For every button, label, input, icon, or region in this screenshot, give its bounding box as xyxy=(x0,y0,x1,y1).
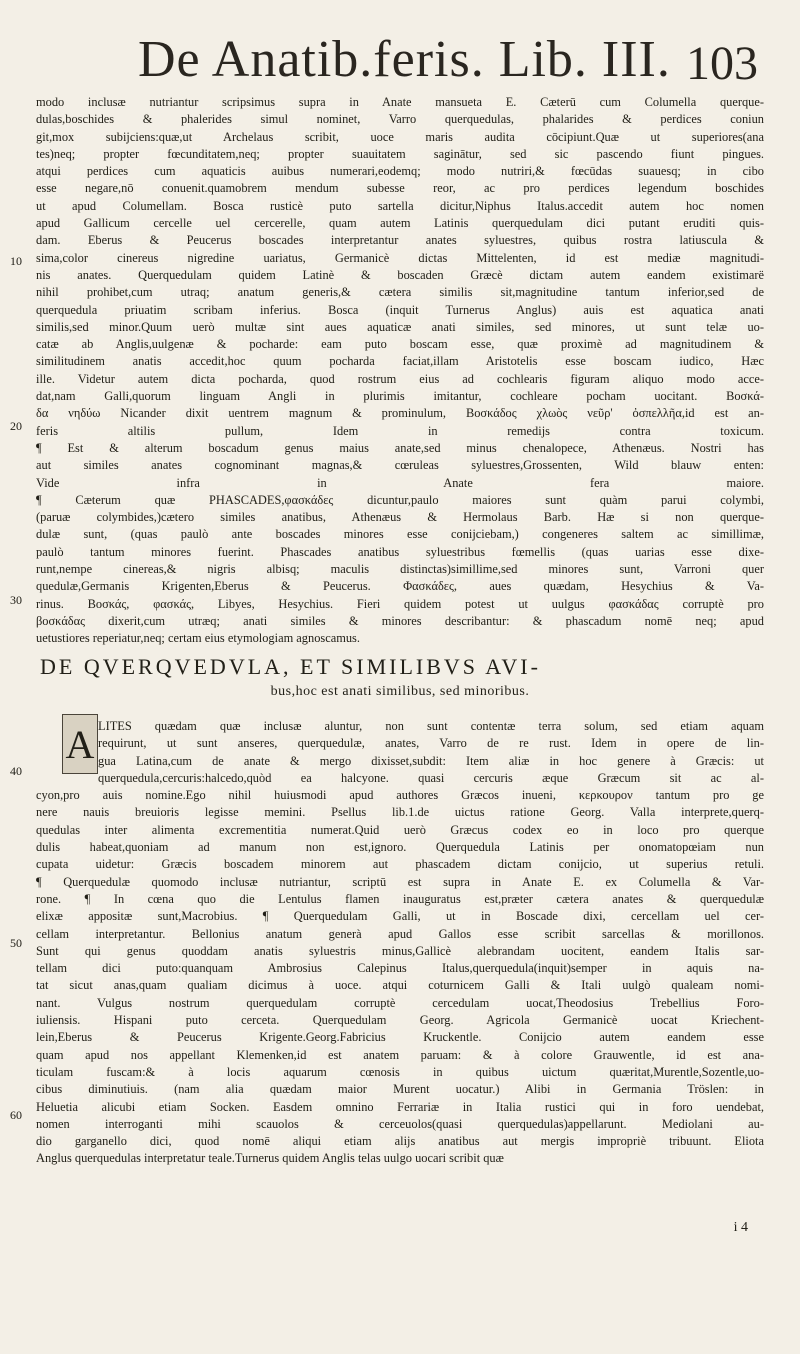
text-line: quedulas inter alimenta excrementitia numerat.Quid uerò Græcus codex eo in loco pro querque xyxy=(36,822,764,837)
text-line: nere nauis breuioris legisse memini. Psellus lib.1.de uictus ratione Georg. Valla interprete,querq- xyxy=(36,805,764,820)
section-heading-main: DE QVERQVEDVLA, ET SIMILIBVS AVI- xyxy=(40,654,541,679)
text-line: tes)neq; propter fœcunditatem,neq; propter suauitatem saginātur, sed sic pascendo fiunt pingues. xyxy=(36,146,764,161)
section-heading-sub: bus,hoc est anati similibus, sed minoribus. xyxy=(270,684,530,699)
text-line: nomen interroganti mihi scauolos & cerceuolos(quasi querquedulas)appellarunt. Mediolani au- xyxy=(36,1116,764,1131)
text-line: ¶ Querquedulæ quomodo inclusæ nutriantur, scriptū est supra in Anate E. ex Columella & Var- xyxy=(36,874,764,889)
text-line: feris altilis pullum, Idem in remedijs contra toxicum. xyxy=(36,423,764,438)
running-head xyxy=(138,30,770,100)
text-line: modo inclusæ nutriantur scripsimus supra in Anate mansueta E. Cæterū cum Columella querque- xyxy=(36,95,764,109)
text-line: aut similes anates cognominant magnas,& cœruleas syluestres,Grossenten, Wild blauw enten: xyxy=(36,458,764,473)
text-line: similis,sed minor.Quum uerò multæ sint aues aquaticæ anati similes, sed minores, ut sunt telæ uo- xyxy=(36,319,764,334)
text-line: ¶ Cæterum quæ PHASCADES,φασκάδες dicuntur,paulo maiores sunt quàm parui colymbi, xyxy=(36,492,764,507)
text-line: querquedula priuatim scribam inferius. Bosca (inquit Turnerus Anglus) auis est aquatica anati xyxy=(36,302,764,317)
text-line: dulæ sunt, (quas paulò ante boscades minores esse conijciebam,) congeneres saltem ac simillimæ, xyxy=(36,527,764,542)
text-line: Heluetia alicubi etiam Socken. Easdem omnino Ferrariæ in Italia rustici qui in foro uendebat, xyxy=(36,1099,764,1114)
text-line: βοσκάδας dixerit,cum utræq; anati similes & minores describantur: & phascadum nomē neq; apud xyxy=(36,613,764,628)
text-line: dat,nam Galli,quorum linguam Angli in plurimis imitantur, cochleare pocham uocitant. Βοσκά- xyxy=(36,389,764,404)
text-line: lein,Eberus & Peucerus Krigente.Georg.Fabricius Kruckentle. Conijcio autem eandem esse xyxy=(36,1030,764,1045)
margin-line-number: 10 xyxy=(10,254,22,268)
text-line: ¶ Est & alterum boscadum genus maius anate,sed minus chenalopece, Athenæus. Nostri has xyxy=(36,440,764,455)
text-line: dulis habeat,quoniam ad manum non est,ignoro. Querquedula Latinis per onomatopœiam nun xyxy=(36,840,764,855)
text-line: gua Latina,cum de anate & mergo dixisset,subdit: Item aliæ in hoc genere à Græcis: ut xyxy=(98,753,764,768)
text-line: quam apud nos appellant Klemenken,id est anatem paruam: & à colore Grauwentle, id est ana- xyxy=(36,1047,764,1062)
text-line: nis anates. Querquedulam quidem Latinè & boscaden Græcè dictam autem eandem existimarë xyxy=(36,267,764,282)
text-line: Vide infra in Anate fera maiore. xyxy=(36,475,764,490)
lower-text-block xyxy=(36,718,764,1168)
text-line: runt,nempe cinereas,& nigris albisq; maculis distinctas)simillime,sed minores sunt, Varroni quer xyxy=(36,562,764,577)
text-line: iuliensis. Hispani puto cerceta. Querquedulam Georg. Agricola Germanicè uocat Kriechent- xyxy=(36,1013,764,1028)
text-line: git,mox subijciens:quæ,ut Archelaus scribit, uoce maris audita cōcipiunt.Quæ ut superiores(ana xyxy=(36,129,764,144)
text-line: rone. ¶ In cœna quo die Lentulus flamen inauguratus est,præter cætera anates & querquedulæ xyxy=(36,891,764,906)
upper-text-block xyxy=(36,94,764,648)
page-title: De Anatib.feris. Lib. III. xyxy=(138,31,671,88)
text-line: sima,color cinereus nigredine uariatus, Germanicè dictas Mittelenten, id est mediæ magnitudi- xyxy=(36,250,764,265)
margin-line-number: 20 xyxy=(10,419,22,433)
text-line: quedulæ,Germanis Krigenten,Eberus & Peucerus. Φασκάδες, aues quædam, Hesychius & Va- xyxy=(36,579,764,594)
text-line: tellam dici puto:quanquam Ambrosius Calepinus Italus,querquedula(inquit)semper in aquis na- xyxy=(36,961,764,976)
text-line: nant. Vulgus nostrum querquedulam corruptè cercedulam uocat,Theodosius Trebellius Foro- xyxy=(36,995,764,1010)
text-line: ille. Videtur autem dicta pocharda, quod rostrum eius ad cochlearis figuram aliquo modo acce- xyxy=(36,371,764,386)
signature-mark: i 4 xyxy=(733,1220,748,1235)
text-line: tat sicut anas,quam qualiam dicimus à uoce. atqui coturnicem Galli & Itali uulgò qualeam nomi- xyxy=(36,978,764,993)
text-line: nihil prohibet,cum utraq; anatum generis,& cætera similis sit,magnitudine tantum inferior,sed de xyxy=(36,285,764,300)
text-line: apud Gallicum cercelle uel cercerelle, quam autem Latinis querquedulam dici putant eruditi quis- xyxy=(36,216,764,231)
text-line: Sunt qui genus quoddam anatis syluestris minus,Gallicè alebrandam uocitent, eandem Italis sar- xyxy=(36,943,764,958)
text-line: uetustiores reperiatur,neq; certam eius etymologiam agnoscamus. xyxy=(36,631,360,646)
text-line: cyon,pro auis nomine.Ego nihil huiusmodi apud authores Græcos inueni, κερκουρον tantum pro ge xyxy=(36,788,764,803)
margin-line-number: 30 xyxy=(10,593,22,607)
text-line: querquedula,cercuris:halcedo,quòd ea halcyone. quasi cercuris æque Græcum sit ac al- xyxy=(98,770,764,785)
text-line: rinus. Βοσκάς, φασκάς, Libyes, Hesychius. Fieri quidem potest ut uulgus φασκάδας corruptè pro xyxy=(36,596,764,611)
text-line: cibus diminutiuis. (nam alia quædam maior Murent uocatur.) Alibi in Germania Tröslen: in xyxy=(36,1082,764,1097)
margin-line-number: 40 xyxy=(10,764,22,778)
text-line: cellam interpretantur. Bellonius anatum generà apud Gallos esse scribit sarcellas & morillonos. xyxy=(36,926,764,941)
text-line: dulas,boschides & phalerides simul nominet, Varro querquedulas, phalarides & perdices coniun xyxy=(36,112,764,127)
text-line: elixæ appositæ sunt,Macrobius. ¶ Querquedulam Galli, ut in Boscade dixi, cercellam uel cer- xyxy=(36,909,764,924)
text-line: atqui perdices cum aquaticis auibus numerari,eodemq; modo nutriri,& fœcūdas suauesq; in cibo xyxy=(36,164,764,179)
text-line: dio garganello dici, quod nomē aliqui etiam alijs anatibus aut mergis impropriè tribuunt. Eliota xyxy=(36,1134,764,1149)
text-line: cupata uidetur: Græcis boscadem minorem aut phascadem dictam conijcio, ut superius retuli. xyxy=(36,857,764,872)
text-line: esse negare,nō conuenit.quamobrem mendum subesse reor, ac pro perdices legendum boschides xyxy=(36,181,764,196)
margin-line-number: 50 xyxy=(10,936,22,950)
text-line: paulò tantum minores fuerint. Phascades anatibus syluestribus fœmellis (quas uarias esse dixe- xyxy=(36,544,764,559)
decorated-initial: A xyxy=(62,714,98,774)
text-line: catæ ab Anglis,uulgenæ & pocharde: eam puto boscam esse, quæ proximè ad magnitudinem & xyxy=(36,337,764,352)
text-line: similitudinem anatis accedit,hoc quum pocharda faciat,illam Aristotelis esse boscam iudico, Hæc xyxy=(36,354,764,369)
text-line: dam. Eberus & Peucerus boscades interpretantur anates syluestres, quibus rostra latiuscula & xyxy=(36,233,764,248)
folio-number: 103 xyxy=(686,37,758,90)
text-line: requirunt, ut sunt anseres, querquedulæ, anates, Varro de re rust. Idem in opere de lin- xyxy=(98,736,764,751)
text-line: (paruæ colymbides,)cætero similes anatibus, Athenæus & Hermolaus Barb. Hæ si non querque- xyxy=(36,510,764,525)
text-line: δα νηδύω Nicander dixit uentrem magnum & prominulum, Βοσκάδος χλωὸς νεῦρ' ὀσπελλῆα,id est an- xyxy=(36,406,764,421)
text-line: ut apud Columellam. Bosca rusticè puto sartella dicitur,Niphus Italus.accedit autem hoc nomen xyxy=(36,198,764,213)
section-heading xyxy=(40,654,760,700)
text-line: ticulam fuscam:& à locis aquarum cœnosis in quibus uictum quæritat,Murentle,Sozentle,uo- xyxy=(36,1064,764,1079)
text-line: LITES quædam quæ inclusæ aluntur, non sunt contentæ terra solum, sed etiam aquam xyxy=(98,719,764,733)
margin-line-number: 60 xyxy=(10,1108,22,1122)
text-line: Anglus querquedulas interpretatur teale.Turnerus quidem Anglis telas uulgo uocari scribit quæ xyxy=(36,1151,504,1166)
